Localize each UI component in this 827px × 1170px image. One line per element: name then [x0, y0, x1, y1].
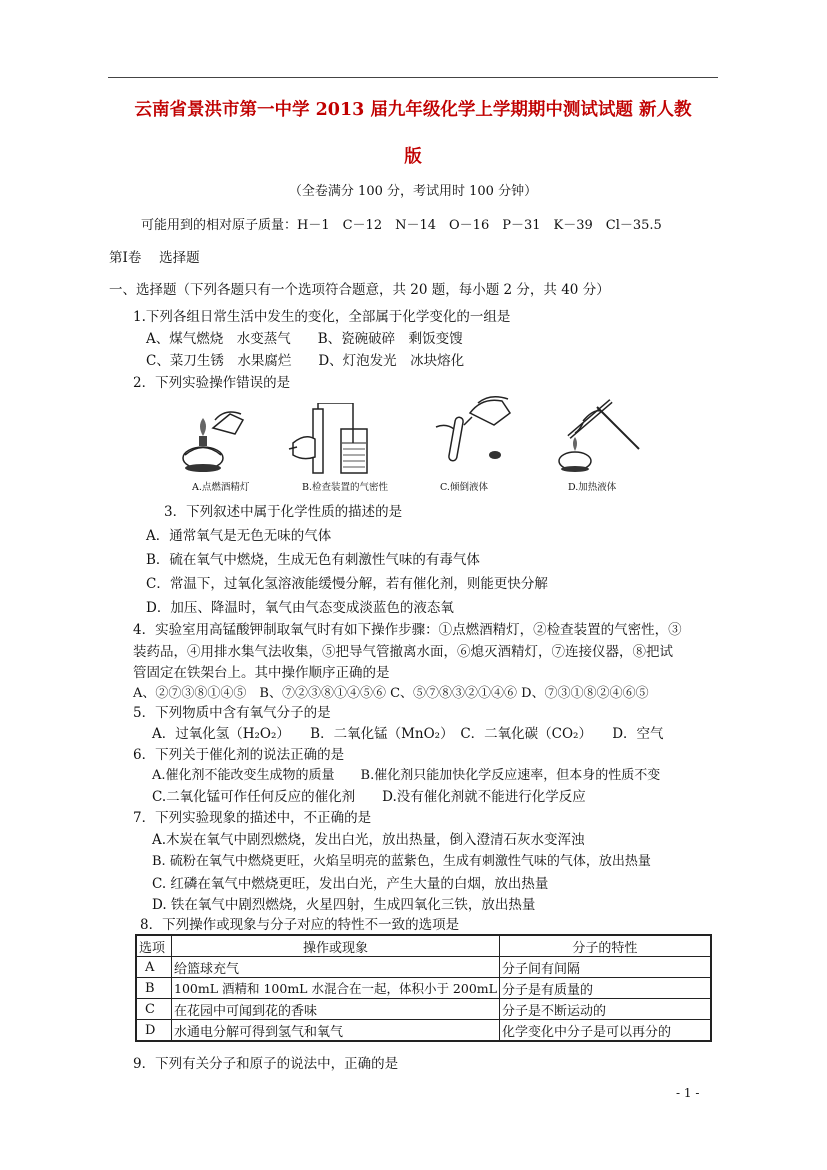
- part-one-heading: 一、选择题（下列各题只有一个选项符合题意，共 20 题，每小题 2 分，共 40 分）: [109, 282, 610, 298]
- q3-option-b: B．硫在氧气中燃烧，生成无色有刺激性气味的有毒气体: [146, 552, 480, 568]
- q3-option-a: A．通常氧气是无色无味的气体: [146, 528, 332, 544]
- table-cell: D: [136, 1020, 172, 1042]
- q2-stem: 2．下列实验操作错误的是: [133, 375, 291, 391]
- title-line-2: 版: [404, 147, 422, 167]
- subtitle: （全卷满分 100 分，考试用时 100 分钟）: [288, 184, 538, 199]
- q8-table: [135, 934, 712, 1042]
- q6-options-ab: A.催化剂不能改变生成物的质量 B.催化剂只能加快化学反应速率，但本身的性质不变: [152, 768, 661, 783]
- table-cell: 100mL 酒精和 100mL 水混合在一起，体积小于 200mL: [172, 978, 500, 999]
- figure-c-caption: C.倾倒液体: [440, 482, 488, 493]
- q4-line-1: 4．实验室用高锰酸钾制取氧气时有如下操作步骤：①点燃酒精灯，②检查装置的气密性，③: [133, 622, 682, 638]
- table-header-row: [136, 935, 711, 957]
- q7-option-a: A.木炭在氧气中剧烈燃烧，发出白光，放出热量，倒入澄清石灰水变浑浊: [152, 832, 585, 848]
- table-cell: B: [136, 978, 172, 999]
- q5-options: A．过氧化氢（H₂O₂） B．二氧化锰（MnO₂） C．二氧化碳（CO₂） D．空气: [152, 726, 664, 742]
- table-cell: A: [136, 957, 172, 978]
- figure-b-airtightness-check: [285, 403, 385, 479]
- q9-stem: 9．下列有关分子和原子的说法中，正确的是: [133, 1056, 399, 1072]
- q8-stem: 8．下列操作或现象与分子对应的特性不一致的选项是: [140, 917, 460, 933]
- table-cell: C: [136, 999, 172, 1020]
- q7-stem: 7．下列实验现象的描述中，不正确的是: [133, 810, 372, 826]
- q6-stem: 6．下列关于催化剂的说法正确的是: [133, 747, 345, 763]
- q6-options-cd: C.二氧化锰可作任何反应的催化剂 D.没有催化剂就不能进行化学反应: [152, 789, 586, 805]
- figure-d-caption: D.加热液体: [568, 482, 617, 493]
- page-number: - 1 -: [676, 1086, 700, 1100]
- table-row: [136, 999, 711, 1020]
- title-line-1: 云南省景洪市第一中学 2013 届九年级化学上学期期中测试试题 新人教: [134, 100, 692, 120]
- q3-option-c: C．常温下，过氧化氢溶液能缓慢分解，若有催化剂，则能更快分解: [146, 576, 548, 592]
- q7-option-d: D. 铁在氧气中剧烈燃烧，火星四射，生成四氧化三铁，放出热量: [152, 897, 536, 913]
- q1-options-ab: A、煤气燃烧 水变蒸气 B、瓷碗破碎 剩饭变馊: [146, 331, 463, 347]
- q1-options-cd: C、菜刀生锈 水果腐烂 D、灯泡发光 冰块熔化: [146, 353, 465, 369]
- q5-stem: 5．下列物质中含有氧气分子的是: [133, 705, 331, 721]
- figure-a-caption: A.点燃酒精灯: [192, 482, 250, 493]
- header-rule: [108, 77, 718, 78]
- figure-b-caption: B.检查装置的气密性: [302, 482, 389, 493]
- q4-options: A、②⑦③⑧①④⑤ B、⑦②③⑧①④⑤⑥ C、⑤⑦⑧③②①④⑥ D、⑦③①⑧②④⑥⑤: [133, 686, 649, 701]
- figure-a-alcohol-lamp: [175, 400, 250, 478]
- table-cell: 给篮球充气: [172, 957, 500, 978]
- table-cell: 分子是不断运动的: [499, 999, 711, 1020]
- q7-option-c: C. 红磷在氧气中燃烧更旺，发出白光，产生大量的白烟，放出热量: [152, 876, 549, 892]
- figure-d-heating-liquid: [553, 395, 648, 475]
- atomic-masses: 可能用到的相对原子质量：H－1 C－12 N－14 O－16 P－31 K－39 Cl－35.5: [141, 218, 662, 233]
- q3-option-d: D．加压、降温时，氧气由气态变成淡蓝色的液态氧: [146, 600, 454, 616]
- table-cell: 水通电分解可得到氢气和氧气: [172, 1020, 500, 1042]
- figure-c-pouring-liquid: [432, 395, 522, 465]
- q3-stem: 3．下列叙述中属于化学性质的描述的是: [164, 504, 403, 520]
- table-cell: 分子间有间隔: [499, 957, 711, 978]
- table-cell: 化学变化中分子是可以再分的: [499, 1020, 711, 1042]
- table-row: [136, 957, 711, 978]
- q1-stem: 1.下列各组日常生活中发生的变化，全部属于化学变化的一组是: [133, 309, 511, 325]
- table-header: 操作或现象: [172, 935, 500, 957]
- volume-heading: 第Ⅰ卷 选择题: [109, 250, 200, 266]
- q7-option-b: B. 硫粉在氧气中燃烧更旺，火焰呈明亮的蓝紫色，生成有刺激性气味的气体，放出热量: [152, 854, 651, 869]
- table-cell: 分子是有质量的: [499, 978, 711, 999]
- table-header: 选项: [136, 935, 172, 957]
- q4-line-2: 装药品，④用排水集气法收集，⑤把导气管撤离水面，⑥熄灭酒精灯，⑦连接仪器，⑧把试: [133, 644, 673, 660]
- q4-line-3: 管固定在铁架台上。其中操作顺序正确的是: [133, 665, 390, 681]
- table-header: 分子的特性: [499, 935, 711, 957]
- table-row: [136, 1020, 711, 1042]
- table-cell: 在花园中可闻到花的香味: [172, 999, 500, 1020]
- table-row: [136, 978, 711, 999]
